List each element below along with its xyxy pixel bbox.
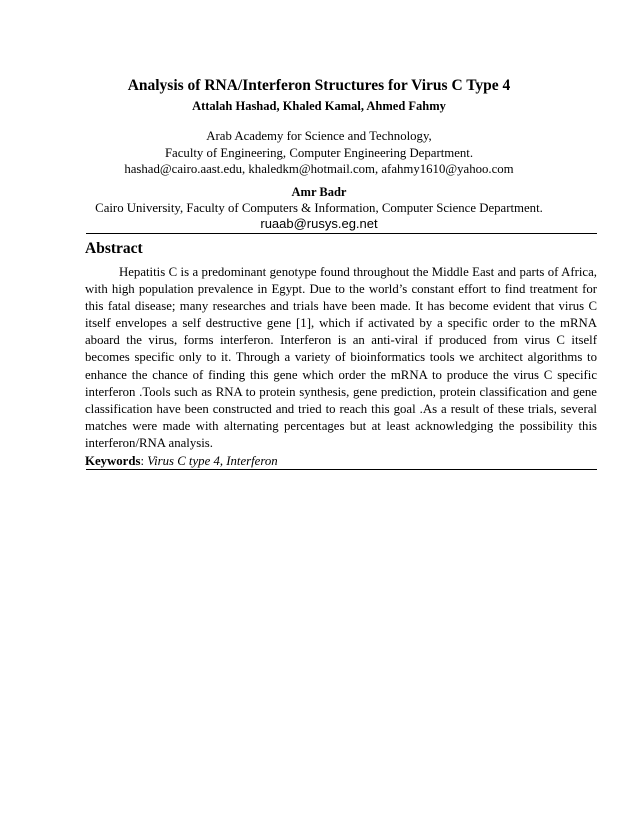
secondary-email: ruaab@rusys.eg.net xyxy=(260,216,378,231)
affiliation-emails: hashad@cairo.aast.edu, khaledkm@hotmail.com, afahmy1610@yahoo.com xyxy=(124,162,514,176)
abstract-body xyxy=(85,264,597,452)
keywords-bottom-rule xyxy=(86,469,597,470)
keywords-label: Keywords xyxy=(85,454,141,468)
abstract-top-rule xyxy=(86,233,597,234)
keywords-separator: : xyxy=(140,454,148,468)
paper-title: Analysis of RNA/Interferon Structures for Virus C Type 4 xyxy=(127,77,511,94)
abstract-paragraph: Hepatitis C is a predominant genotype found throughout the Middle East and parts of Africa, with high population prevalence in Egypt. Due to the world’s constant effort to find treatment for this fatal disease; many researches and trials have been made. It has become evident that virus C itself envelopes a self destructive gene [1], which if activated by a specific order to the mRNA aboard the virus, forms interferon. Interferon is an anti-viral if produced from virus C itself becomes specific only to it. Through a variety of bioinformatics tools we architect algorithms to enhance the chance of finding this gene which order the mRNA to produce the virus C specific interferon .Tools such as RNA to protein synthesis, gene prediction, protein classification and gene classification have been constructed and tried to reach this goal .As a result of these trials, several matches were made with alternating percentages but at least acknowledging the possibility this interferon/RNA analysis. xyxy=(85,265,597,450)
keywords-values: Virus C type 4, Interferon xyxy=(147,454,278,468)
affiliation-institution: Arab Academy for Science and Technology, xyxy=(206,129,432,143)
affiliation-department: Faculty of Engineering, Computer Engineering Department. xyxy=(164,145,474,160)
secondary-affiliation: Cairo University, Faculty of Computers & Information, Computer Science Department. xyxy=(95,201,543,215)
primary-authors: Attalah Hashad, Khaled Kamal, Ahmed Fahmy xyxy=(192,99,446,113)
secondary-author: Amr Badr xyxy=(291,185,347,199)
primary-affiliation xyxy=(0,128,638,178)
abstract-heading: Abstract xyxy=(85,240,143,257)
keywords-line xyxy=(85,454,278,469)
